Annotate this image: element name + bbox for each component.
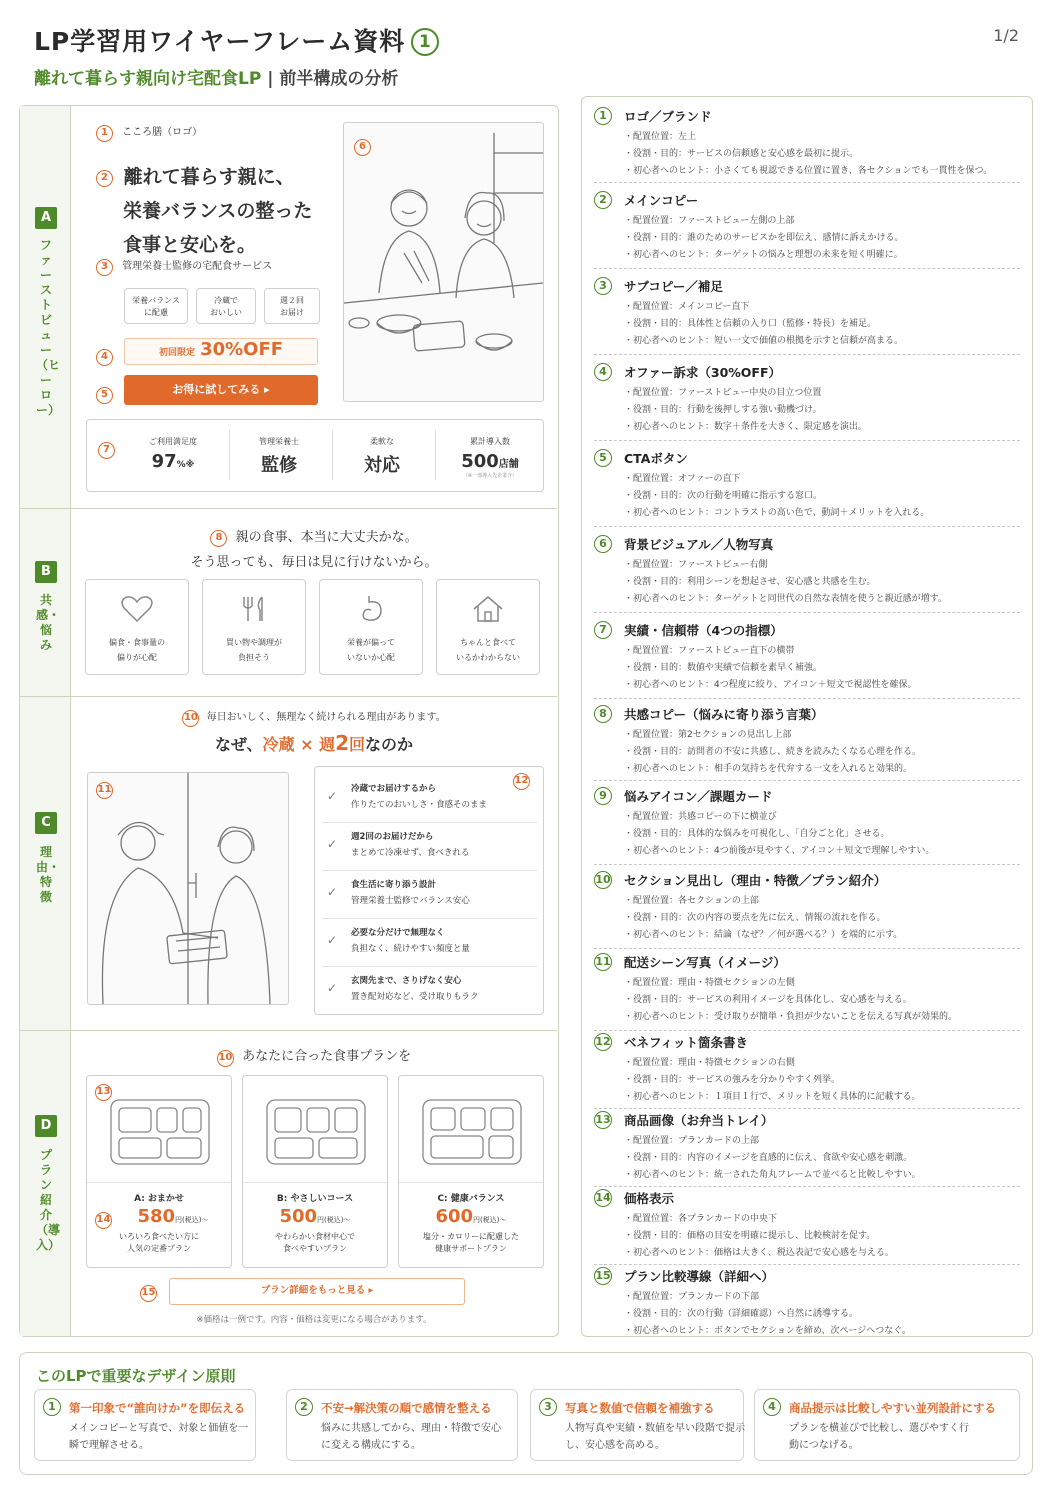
main-copy: 2 離れて暮らす親に、 栄養バランスの整った 食事と安心を。 — [96, 160, 312, 262]
section-badge: B — [35, 561, 57, 583]
principle-card: 1 第一印象で“誰向けか”を即伝える メインコピーと写真で、対象と価値を一瞬で理解させる。 — [34, 1389, 256, 1461]
benefit-item: ✓ 玄関先まで、さりげなく安心 置き配対応など、受け取りもラク — [327, 976, 479, 1002]
principle-card: 4 商品提示は比較しやすい並列設計にする プランを横並びで比較し、選びやすく行動につなげる。 — [754, 1389, 1020, 1461]
section-label: 共感・悩み — [36, 593, 61, 652]
section-d: D プラン紹介（導入） 10 あなたに合った食事プランを 13 A: おまかせ 14 580円(税込)～ いろいろ食べたい方に 人気の定番プラン B: やさしいコース 500円(税込)～ やわらかい食材中心で 食べやすいプラン C: 健康バランス 600円(税込)～ 塩分・カロリーに配慮した 健康サポートプラン 15 プラン詳細をもっと見る ▸ ※価格は一例です。内容・価格は変更になる場合があります。 — [20, 1031, 557, 1336]
check-icon: ✓ — [327, 885, 338, 899]
utensils-icon — [236, 594, 272, 624]
plan-desc: 塩分・カロリーに配慮した 健康サポートプラン — [423, 1232, 519, 1253]
page-title: LP学習用ワイヤーフレーム資料 1 — [34, 22, 439, 58]
delivery-illustration — [88, 773, 288, 1004]
wireframe-panel — [19, 105, 559, 1337]
hero-photo: 6 — [343, 122, 544, 402]
plan-card — [242, 1075, 388, 1268]
price-note: ※価格は一例です。内容・価格は変更になる場合があります。 — [196, 1315, 432, 1325]
section-heading: 10 あなたに合った食事プランを — [71, 1045, 557, 1067]
note-item: 8 共感コピー（悩みに寄り添う言葉） ・配置位置：第2セクションの見出し上部 ・役割・目的：訪問者の不安に共感し、続きを読みたくなる心理を作る。 ・初心者へのヒント：相手の気持ちを代弁する一文を入れると効果的。 — [594, 705, 1020, 781]
stat-item: 累計導入数 500店舗 （※一部導入先企業含） — [461, 437, 519, 479]
benefit-item: ✓ 必要な分だけで無理なく 負担なく、続けやすい頻度と量 — [323, 921, 537, 967]
plan-name: C: 健康バランス — [437, 1194, 505, 1204]
benefit-item: ✓ 週2回のお届けだから まとめて冷凍せず、食べきれる — [323, 825, 537, 871]
feature-chip: 週２回 お届け — [264, 288, 320, 324]
note-item: 9 悩みアイコン／課題カード ・配置位置：共感コピーの下に横並び ・役割・目的：具体的な悩みを可視化し、「自分ごと化」させる。 ・初心者へのヒント：4つ前後が見やすく、アイコン＋短文で理解しやすい。 — [594, 787, 1020, 865]
principle-card: 3 写真と数値で信頼を補強する 人物写真や実績・数値を早い段階で提示し、安心感を高める。 — [530, 1389, 744, 1461]
page-number: 1/2 — [993, 26, 1019, 45]
section-label: プラン紹介（導入） — [36, 1148, 61, 1252]
plan-card: 13 A: おまかせ 14 580円(税込)～ いろいろ食べたい方に 人気の定番プラン — [86, 1075, 232, 1268]
title-number: 1 — [411, 28, 439, 56]
note-item: 15 プラン比較導線（詳細へ） ・配置位置：プランカードの下部 ・役割・目的：次の行動（詳細確認）へ自然に誘導する。 ・初心者へのヒント：ボタンでセクションを締め、次ページへつなぐ。 — [595, 1269, 912, 1336]
section-a: A ファーストビュー（ヒーロー） 1 こころ膳（ロゴ） 2 離れて暮らす親に、 栄養バランスの整った 食事と安心を。 3 管理栄養士監修の宅配食サービス 栄養バランス に配慮 冷蔵で おいしい 週２回 お届け 4 初回限定 30%OFF 5 お得に試してみる ▸ 6 7 ご利用満足度 97%※ 管理栄養士 監修 柔軟な 対応 累計導入数 500店舗 （※一部導入先企業含） — [20, 106, 557, 509]
note-item: 12 ベネフィット箇条書き ・配置位置：理由・特徴セクションの右側 ・役割・目的：サービスの強みを分かりやすく列挙。 ・初心者へのヒント：１項目１行で、メリットを短く具体的に記載する。 — [594, 1033, 1020, 1109]
stats-band: 7 ご利用満足度 97%※ 管理栄養士 監修 柔軟な 対応 累計導入数 500店舗 （※一部導入先企業含） — [86, 419, 544, 492]
section-b — [20, 509, 557, 697]
check-icon: ✓ — [327, 981, 338, 995]
feature-chip: 栄養バランス に配慮 — [124, 288, 188, 324]
note-item: 6 背景ビジュアル／人物写真 ・配置位置：ファーストビュー右側 ・役割・目的：利用シーンを想起させ、安心感と共感を生む。 ・初心者へのヒント：ターゲットと同世代の自然な表情を使うと親近感が増す。 — [594, 535, 1020, 613]
section-badge: D — [35, 1115, 57, 1137]
principle-card: 2 不安→解決策の順で感情を整える 悩みに共感してから、理由・特徴で安心に変える構成にする。 — [286, 1389, 518, 1461]
sub-copy: 3 管理栄養士監修の宅配食サービス — [96, 257, 272, 276]
house-icon — [470, 594, 506, 624]
notes-panel — [581, 96, 1033, 1337]
section-badge: A — [35, 207, 57, 229]
plan-card — [398, 1075, 544, 1268]
plan-detail-button[interactable]: プラン詳細をもっと見る ▸ — [169, 1278, 465, 1305]
bento-tray-image — [105, 1090, 215, 1174]
stat-item: ご利用満足度 97%※ — [149, 437, 197, 472]
worry-card: 買い物や調理が 負担そう — [202, 579, 306, 675]
check-icon: ✓ — [327, 837, 338, 851]
plan-desc: やわらかい食材中心で 食べやすいプラン — [275, 1232, 355, 1253]
section-label: 理由・特徴 — [36, 845, 61, 904]
hero-illustration — [344, 123, 543, 401]
plan-price: 580円(税込)～ — [137, 1206, 209, 1227]
stat-item: 管理栄養士 監修 — [259, 437, 299, 476]
delivery-photo: 11 — [87, 772, 289, 1005]
page-subtitle: 離れて暮らす親向け宅配食LP | 前半構成の分析 — [34, 69, 399, 89]
benefit-item: ✓ 食生活に寄り添う設計 管理栄養士監修でバランス安心 — [323, 873, 537, 919]
note-item: 13 商品画像（お弁当トレイ） ・配置位置：プランカードの上部 ・役割・目的：内容のイメージを直感的に伝え、食欲や安心感を刺激。 ・初心者へのヒント：統一された角丸フレームで並べると比較しやすい。 — [594, 1111, 1020, 1187]
stomach-icon — [353, 594, 389, 624]
feature-chip: 冷蔵で おいしい — [196, 288, 256, 324]
plan-name: B: やさしいコース — [276, 1194, 354, 1204]
design-principles — [19, 1352, 1033, 1475]
bento-tray-image — [261, 1090, 371, 1174]
note-item: 11 配送シーン写真（イメージ） ・配置位置：理由・特徴セクションの左側 ・役割・目的：サービスの利用イメージを具体化し、安心感を与える。 ・初心者へのヒント：受け取りが簡単・負担が少ないことを伝える写真が効果的。 — [594, 953, 1020, 1031]
check-icon: ✓ — [327, 789, 338, 803]
cta-button[interactable]: お得に試してみる ▸ — [124, 375, 318, 405]
note-item: 4 オファー訴求（30%OFF） ・配置位置：ファーストビュー中央の目立つ位置 ・役割・目的：行動を後押しする強い動機づけ。 ・初心者へのヒント：数字＋条件を大きく、限定感を演出。 — [594, 363, 1020, 441]
stat-item: 柔軟な 対応 — [364, 437, 400, 476]
section-heading: なぜ、冷蔵 × 週2回なのか — [214, 731, 414, 755]
section-label: ファーストビュー（ヒーロー） — [36, 238, 61, 417]
worry-card: 偏食・食事量の 偏りが心配 — [85, 579, 189, 675]
note-item: 10 セクション見出し（理由・特徴／プラン紹介） ・配置位置：各セクションの上部 ・役割・目的：次の内容の要点を先に伝え、情報の流れを作る。 ・初心者へのヒント：結論（なぜ？／何が選べる？）を端的に示す。 — [594, 871, 1020, 949]
note-item: 14 価格表示 ・配置位置：各プランカードの中央下 ・役割・目的：価格の目安を明確に提示し、比較検討を促す。 ・初心者へのヒント：価格は大きく、税込表記で安心感を与える。 — [594, 1189, 1020, 1265]
plan-desc: いろいろ食べたい方に 人気の定番プラン — [119, 1232, 199, 1253]
benefit-item: ✓ 冷蔵でお届けするから 作りたてのおいしさ・食感そのまま — [323, 777, 537, 823]
note-item: 5 CTAボタン ・配置位置：オファーの直下 ・役割・目的：次の行動を明確に指示する窓口。 ・初心者へのヒント：コントラストの高い色で、動詞＋メリットを入れる。 — [594, 449, 1020, 527]
plan-price: 600円(税込)～ — [435, 1206, 507, 1227]
worry-card: 栄養が偏って いないか心配 — [319, 579, 423, 675]
offer-box: 初回限定 30%OFF — [124, 338, 318, 365]
heart-icon — [119, 594, 155, 624]
principles-title: このLPで重要なデザイン原則 — [36, 1367, 236, 1385]
plan-name: A: おまかせ — [134, 1194, 184, 1204]
logo: 1 こころ膳（ロゴ） — [96, 123, 202, 142]
bento-tray-image — [417, 1090, 527, 1174]
section-badge: C — [35, 812, 57, 834]
section-c — [20, 697, 557, 1031]
note-item: 3 サブコピー／補足 ・配置位置：メインコピー直下 ・役割・目的：具体性と信頼の入り口（監修・特長）を補足。 ・初心者へのヒント：短い一文で価値の根拠を示すと信頼が高まる。 — [594, 277, 1020, 355]
worry-card: ちゃんと食べて いるかわからない — [436, 579, 540, 675]
empathy-copy: 8 親の食事、本当に大丈夫かな。 そう思っても、毎日は見に行けないから。 — [190, 530, 438, 570]
benefit-list: 12 ✓ 冷蔵でお届けするから 作りたてのおいしさ・食感そのまま ✓ 週2回のお届けだから まとめて冷凍せず、食べきれる ✓ 食生活に寄り添う設計 管理栄養士監修でバランス安心 ✓ 必要な分だけで無理なく 負担なく、続けやすい頻度と量 ✓ 玄関先まで、さりげなく安心 置き配対応など、受け取りもラク — [314, 766, 544, 1015]
plan-price: 500円(税込)～ — [279, 1206, 351, 1227]
check-icon: ✓ — [327, 933, 338, 947]
note-item: 1 ロゴ／ブランド ・配置位置：左上 ・役割・目的：サービスの信頼感と安心感を最初に提示。 ・初心者へのヒント：小さくても視認できる位置に置き、各セクションでも一貫性を保つ。 — [594, 107, 1020, 183]
section-lead: 10 毎日おいしく、無理なく続けられる理由があります。 — [71, 708, 557, 727]
note-item: 2 メインコピー ・配置位置：ファーストビュー左側の上部 ・役割・目的：誰のためのサービスかを即伝え、感情に訴えかける。 ・初心者へのヒント：ターゲットの悩みと理想の未来を短く明確に。 — [594, 191, 1020, 269]
note-item: 7 実績・信頼帯（4つの指標） ・配置位置：ファーストビュー直下の横帯 ・役割・目的：数値や実績で信頼を素早く補強。 ・初心者へのヒント：4つ程度に絞り、アイコン＋短文で視認性を確保。 — [594, 621, 1020, 699]
